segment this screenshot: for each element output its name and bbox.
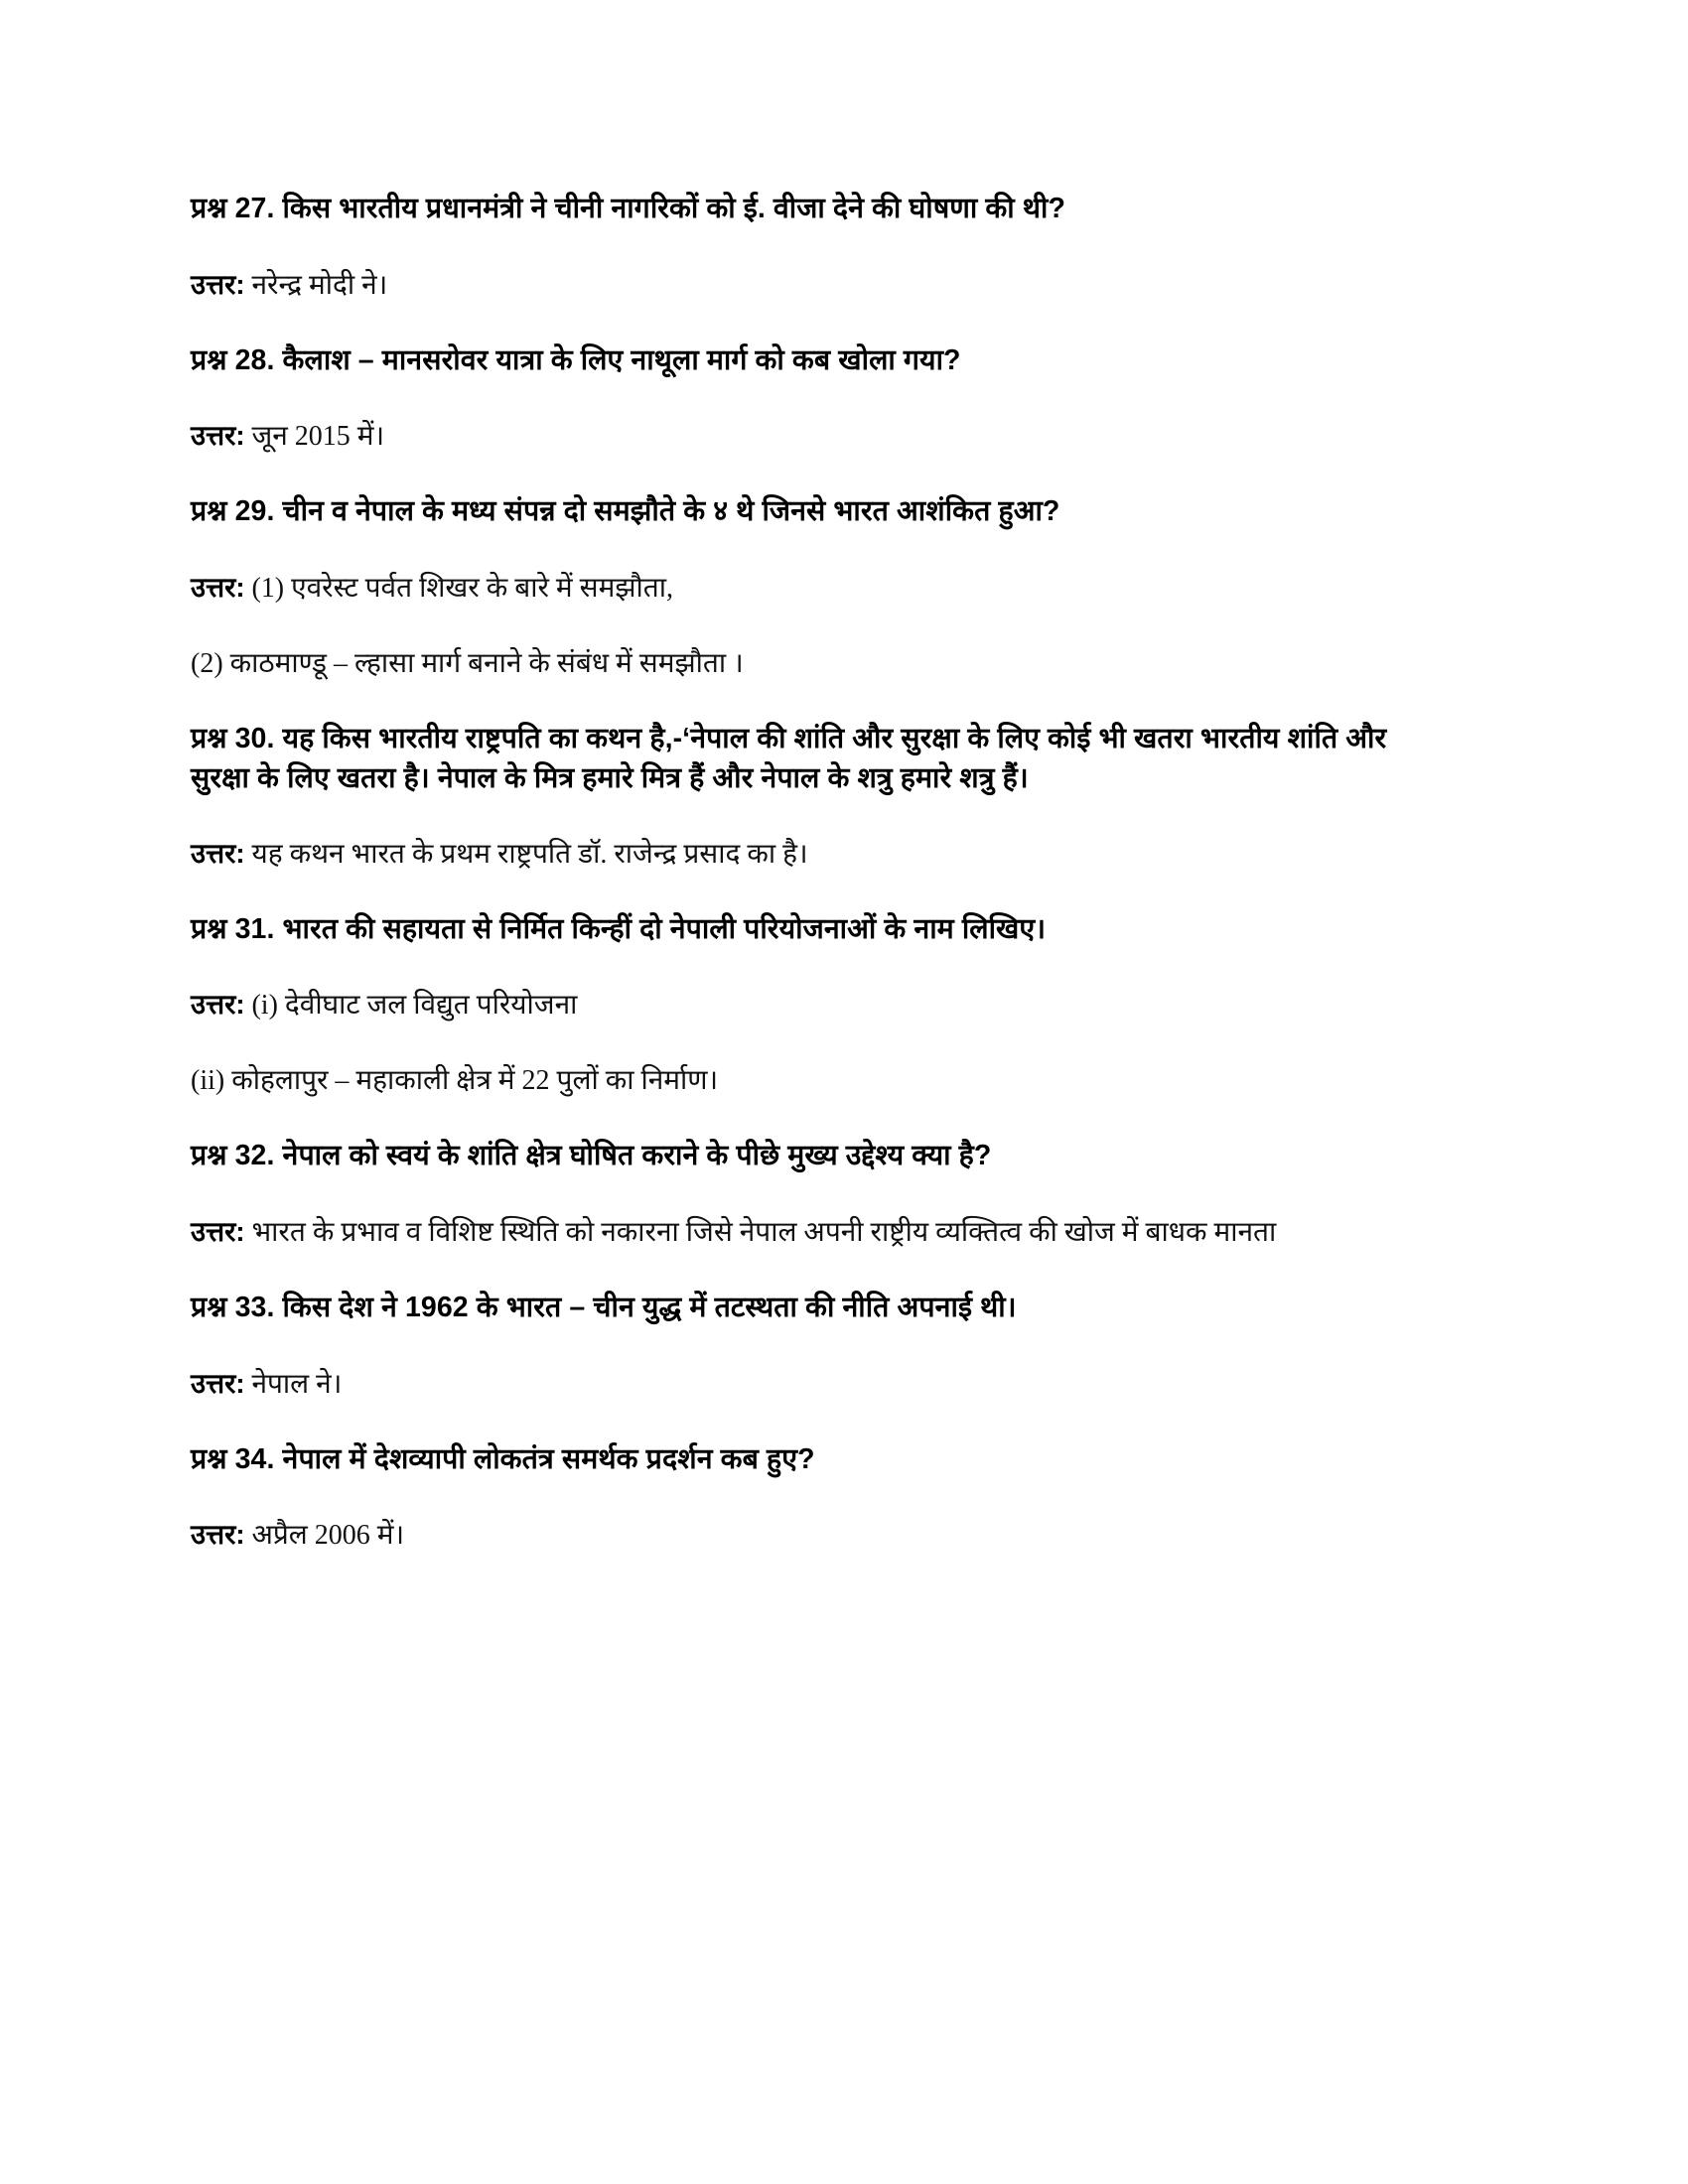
answer-31-part-2: (ii) कोहलापुर – महाकाली क्षेत्र में 22 पुलों का निर्माण।	[191, 1065, 719, 1097]
question-29: प्रश्न 29. चीन व नेपाल के मध्य संपन्न दो समझौते के ४ थे जिनसे भारत आशंकित हुआ?	[191, 495, 1060, 528]
answer-text: भारत के प्रभाव व विशिष्ट स्थिति को नकारना जिसे नेपाल अपनी राष्ट्रीय व्यक्तित्व की खोज में बाधक मानता	[244, 1216, 1277, 1248]
answer-text: अप्रैल 2006 में।	[244, 1520, 405, 1552]
answer-29-part-1	[191, 567, 1442, 610]
answer-text: नरेन्द्र मोदी ने।	[244, 269, 388, 301]
question-34: प्रश्न 34. नेपाल में देशव्यापी लोकतंत्र समर्थक प्रदर्शन कब हुए?	[191, 1442, 815, 1475]
answer-label: उत्तर:	[191, 1367, 245, 1399]
document-content	[191, 189, 1442, 1557]
answer-label: उत्तर:	[191, 420, 245, 452]
answer-27	[191, 264, 1442, 307]
answer-33	[191, 1363, 1442, 1406]
answer-label: उत्तर:	[191, 1215, 245, 1247]
question-30: प्रश्न 30. यह किस भारतीय राष्ट्रपति का कथन है,-‘नेपाल की शांति और सुरक्षा के लिए कोई भी खतरा भारतीय शांति और सुरक्षा के लिए खतरा है। नेपाल के मित्र हमारे मित्र हैं और नेपाल के शत्रु हमारे शत्रु हैं।	[191, 722, 1387, 795]
question-33: प्रश्न 33. किस देश ने 1962 के भारत – चीन युद्ध में तटस्थता की नीति अपनाई थी।	[191, 1291, 1017, 1323]
answer-28	[191, 415, 1442, 458]
answer-text: यह कथन भारत के प्रथम राष्ट्रपति डॉ. राजेन्द्र प्रसाद का है।	[244, 838, 808, 870]
answer-31-part-1	[191, 984, 1442, 1026]
answer-30	[191, 833, 1442, 876]
answer-text: नेपाल ने।	[244, 1368, 343, 1400]
question-32: प्रश्न 32. नेपाल को स्वयं के शांति क्षेत्र घोषित कराने के पीछे मुख्य उद्देश्य क्या है?	[191, 1140, 992, 1172]
answer-text: (1) एवरेस्ट पर्वत शिखर के बारे में समझौता,	[244, 572, 673, 604]
answer-32	[191, 1211, 1442, 1254]
answer-label: उत्तर:	[191, 571, 245, 603]
answer-29-part-2: (2) काठमाण्डू – ल्हासा मार्ग बनाने के संबंध में समझौता ।	[191, 647, 744, 679]
answer-text: (i) देवीघाट जल विद्युत परियोजना	[244, 990, 578, 1022]
question-28: प्रश्न 28. कैलाश – मानसरोवर यात्रा के लिए नाथूला मार्ग को कब खोला गया?	[191, 343, 961, 376]
answer-label: उत्तर:	[191, 837, 245, 869]
answer-label: उत्तर:	[191, 1519, 245, 1551]
answer-label: उत्तर:	[191, 989, 245, 1021]
answer-text: जून 2015 में।	[244, 421, 385, 453]
answer-34	[191, 1514, 1442, 1557]
answer-label: उत्तर:	[191, 268, 245, 300]
question-31: प्रश्न 31. भारत की सहायता से निर्मित किन्हीं दो नेपाली परियोजनाओं के नाम लिखिए।	[191, 912, 1047, 945]
question-27: प्रश्न 27. किस भारतीय प्रधानमंत्री ने चीनी नागरिकों को ई. वीजा देने की घोषणा की थी?	[191, 193, 1065, 224]
